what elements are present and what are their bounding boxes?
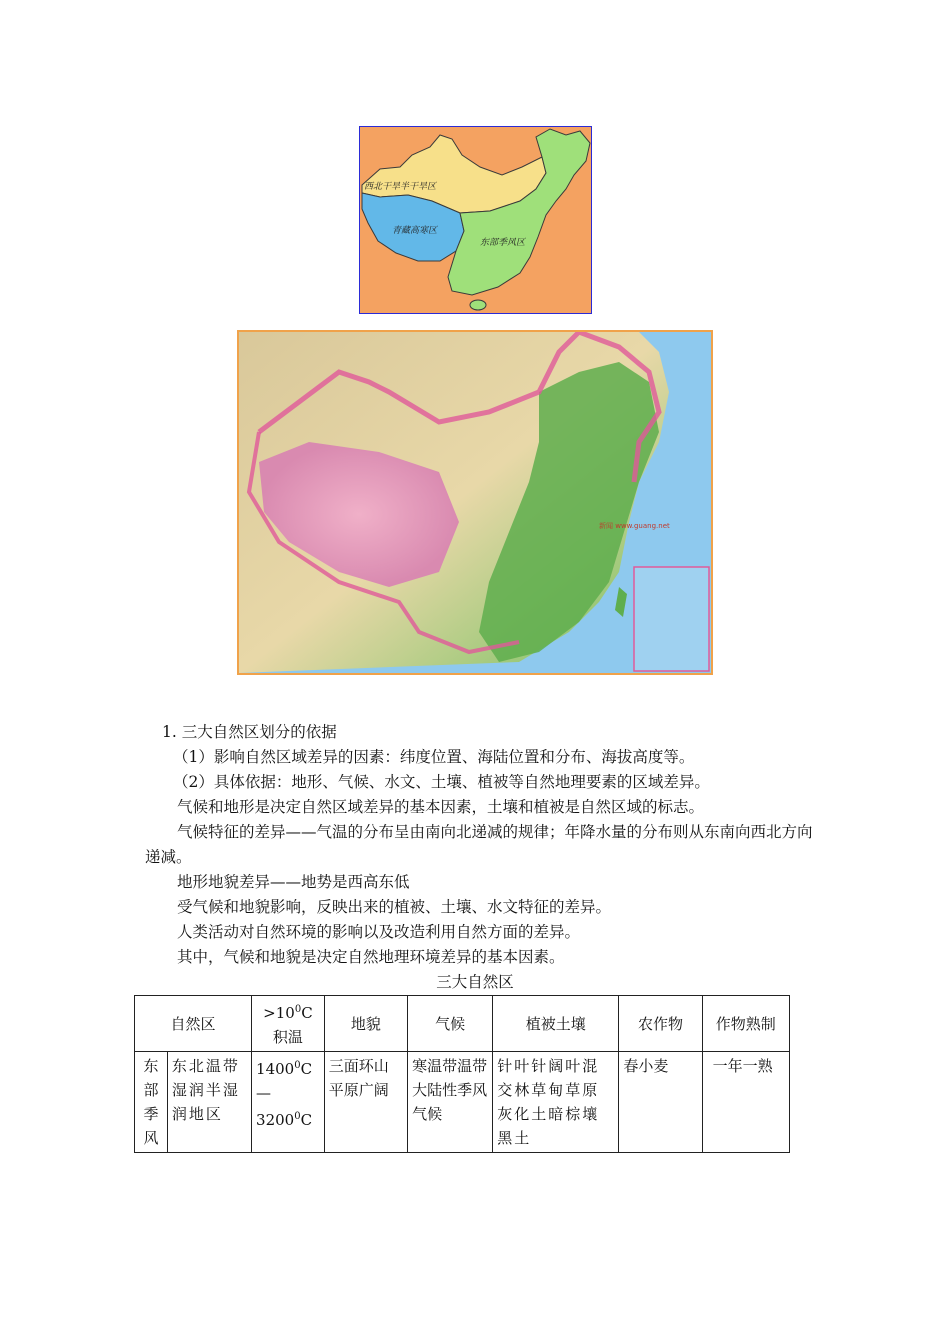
header-vegetation-soil: 植被土壤: [493, 996, 619, 1052]
topographic-map: [237, 330, 713, 675]
cell-landform: 三面环山平原广阔: [324, 1052, 407, 1153]
header-crop: 农作物: [619, 996, 702, 1052]
header-climate: 气候: [408, 996, 493, 1052]
cell-crop: 春小麦: [619, 1052, 702, 1153]
cell-region: 东部季风: [135, 1052, 168, 1153]
cell-vegetation-soil: 针叶针阔叶混交林草甸草原灰化土暗棕壤黑土: [493, 1052, 619, 1153]
paragraph-4: 受气候和地貌影响，反映出来的植被、土壤、水文特征的差异。: [177, 898, 612, 916]
cell-subregion: 东北温带湿润半湿润地区: [167, 1052, 251, 1153]
header-temperature: $>10^0C$ 积温: [252, 996, 325, 1052]
south-sea-inset: [634, 567, 709, 671]
paragraph-3: 地形地貌差异——地势是西高东低: [177, 873, 410, 891]
cell-temperature: 1400$^0$C — 3200$^0$C: [252, 1052, 325, 1153]
topographic-map-svg: [239, 332, 711, 673]
header-landform: 地貌: [324, 996, 407, 1052]
table-row: [135, 1052, 790, 1153]
eastern-region-shape: [448, 129, 590, 295]
natural-regions-table: [134, 995, 790, 1153]
cell-climate: 寒温带温带大陆性季风气候: [408, 1052, 493, 1153]
section-heading: 1. 三大自然区划分的依据: [162, 723, 337, 741]
natural-regions-map: [359, 126, 592, 314]
paragraph-6: 其中，气候和地貌是决定自然地理环境差异的基本因素。: [177, 948, 565, 966]
map-watermark: 新闻 www.guang.net: [599, 522, 670, 530]
hainan-island-shape: [470, 300, 486, 310]
factor-point-1: （1）影响自然区域差异的因素：纬度位置、海陆位置和分布、海拔高度等。: [173, 748, 695, 766]
paragraph-1: 气候和地形是决定自然区域差异的基本因素，土壤和植被是自然区域的标志。: [177, 798, 705, 816]
qinghai-tibet-region-label: 青藏高寒区: [392, 226, 438, 236]
cell-crop-system: 一年一熟: [702, 1052, 789, 1153]
table-header-row: [135, 996, 790, 1052]
paragraph-2: 气候特征的差异——气温的分布呈由南向北递减的规律；年降水量的分布则从东南向西北方向递减。: [145, 823, 813, 866]
eastern-region-label: 东部季风区: [480, 238, 526, 248]
content-text: [145, 720, 813, 970]
table-caption: 三大自然区: [436, 973, 514, 991]
header-region: 自然区: [135, 996, 252, 1052]
regions-map-svg: [360, 127, 591, 313]
paragraph-5: 人类活动对自然环境的影响以及改造利用自然方面的差异。: [177, 923, 581, 941]
northwest-region-label: 西北干旱半干旱区: [364, 182, 437, 192]
header-crop-system: 作物熟制: [702, 996, 789, 1052]
factor-point-2: （2）具体依据：地形、气候、水文、土壤、植被等自然地理要素的区域差异。: [173, 773, 710, 791]
